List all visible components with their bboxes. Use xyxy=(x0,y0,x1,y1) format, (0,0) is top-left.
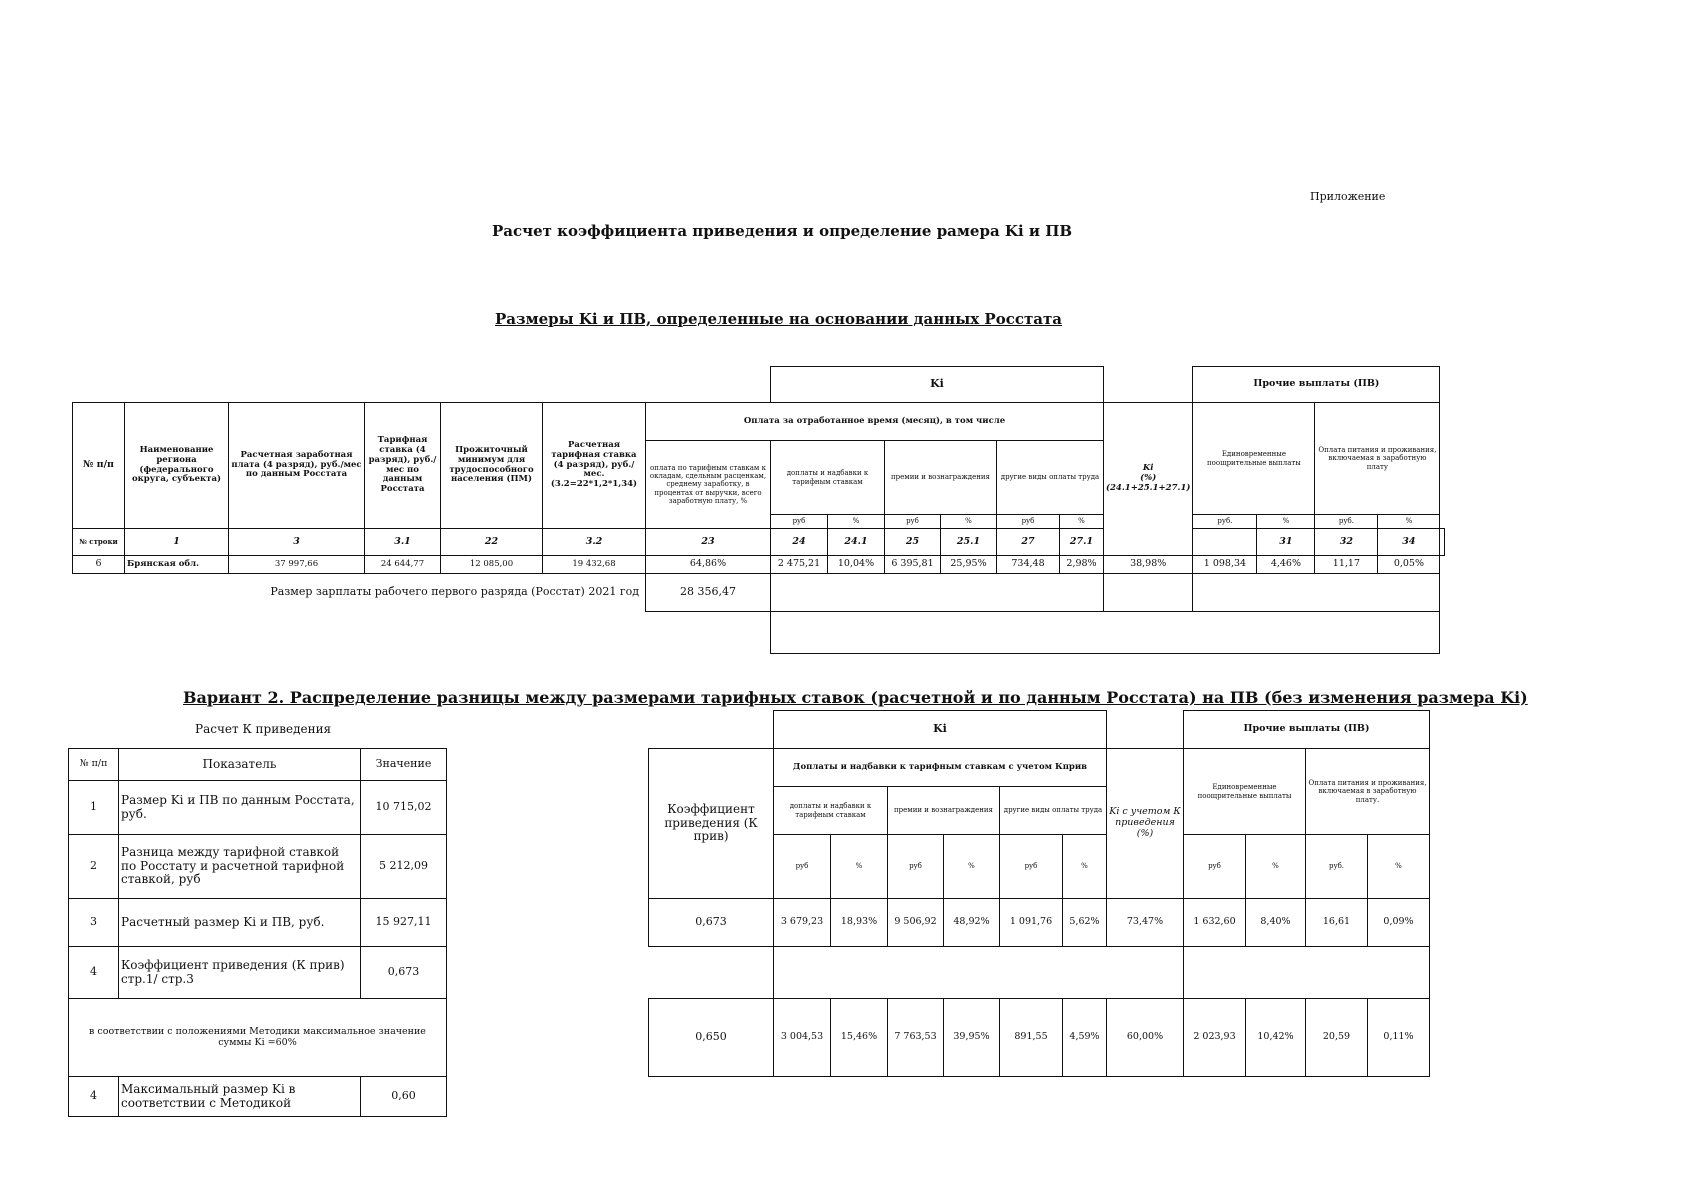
coef-calc-table xyxy=(68,748,447,1117)
unit-rub: руб xyxy=(885,515,941,529)
header-ki-main: Ki xyxy=(1142,463,1154,474)
cell-num: 1 xyxy=(69,781,119,835)
unit-rub: руб. xyxy=(1306,835,1368,899)
unit-pct: % xyxy=(1257,515,1315,529)
row-codes xyxy=(73,529,1445,556)
unit-pct: % xyxy=(1246,835,1306,899)
header-coef: Коэффициент приведения (К прив) xyxy=(649,749,774,899)
header-region: Наименование региона (федерального округа, субъекта) xyxy=(125,403,229,529)
header-salary: Расчетная заработная плата (4 разряд), руб./мес по данным Росстата xyxy=(229,403,365,529)
header-surcharges: доплаты и надбавки к тарифным ставкам xyxy=(771,441,885,515)
unit-pct: % xyxy=(941,515,997,529)
unit-pct: % xyxy=(944,835,1000,899)
cell-oth-pct: 5,62% xyxy=(1063,899,1107,947)
header-num: № п/п xyxy=(69,749,119,781)
cell-sur-pct: 18,93% xyxy=(831,899,888,947)
header-bonuses: премии и вознаграждения xyxy=(888,787,1000,835)
row-code: 23 xyxy=(646,529,771,556)
header-ki-pct: (%) xyxy=(1140,473,1157,484)
cell-food-rub: 20,59 xyxy=(1306,999,1368,1077)
cell-sur-rub: 3 679,23 xyxy=(774,899,831,947)
header-min: Прожиточный минимум для трудоспособного населения (ПМ) xyxy=(441,403,543,529)
section2-title: Вариант 2. Распределение разницы между размерами тарифных ставок (расчетной и по данным Росстата) на ПВ (без изменения размера Ki) xyxy=(183,688,1528,707)
cell-sur-pct: 10,04% xyxy=(828,556,885,574)
header-pay-tariff: оплата по тарифным ставкам к окладам, сдельным расценкам, среднему заработку, в процентах от выручки, всего заработную плату, % xyxy=(646,441,771,529)
cell-value: 0,60 xyxy=(361,1077,447,1117)
cell-ki: 60,00% xyxy=(1107,999,1184,1077)
cell-food-pct: 0,11% xyxy=(1368,999,1430,1077)
unit-pct: % xyxy=(831,835,888,899)
unit-rub: руб xyxy=(888,835,944,899)
header-onetime: Единовременные поощрительные выплаты xyxy=(1193,403,1315,515)
cell-bon-rub: 6 395,81 xyxy=(885,556,941,574)
row-code: 1 xyxy=(125,529,229,556)
row-code: 27 xyxy=(997,529,1060,556)
unit-rub: руб xyxy=(997,515,1060,529)
header-surcharges: доплаты и надбавки к тарифным ставкам xyxy=(774,787,888,835)
cell-one-pct: 10,42% xyxy=(1246,999,1306,1077)
cell-bon-rub: 9 506,92 xyxy=(888,899,944,947)
cell-ki: 38,98% xyxy=(1104,556,1193,574)
appendix-label: Приложение xyxy=(1310,190,1386,203)
cell-num: 4 xyxy=(69,1077,119,1117)
row-code: 3 xyxy=(229,529,365,556)
table-row xyxy=(69,835,447,899)
cell-sur-rub: 2 475,21 xyxy=(771,556,828,574)
unit-pct: % xyxy=(1378,515,1440,529)
unit-rub: руб xyxy=(1184,835,1246,899)
cell-one-pct: 8,40% xyxy=(1246,899,1306,947)
row-code: 3.2 xyxy=(543,529,646,556)
cell-region: Брянская обл. xyxy=(125,556,229,574)
cell-bon-pct: 25,95% xyxy=(941,556,997,574)
cell-food-pct: 0,05% xyxy=(1378,556,1440,574)
cell-min: 12 085,00 xyxy=(441,556,543,574)
header-calc-tariff: Расчетная тарифная ставка (4 разряд), руб./мес. (3.2=22*1,2*1,34) xyxy=(543,403,646,529)
cell-value: 15 927,11 xyxy=(361,899,447,947)
table-row xyxy=(69,899,447,947)
cell-name: Коэффициент приведения (К прив) стр.1/ стр.3 xyxy=(119,947,361,999)
header-other: другие виды оплаты труда xyxy=(1000,787,1107,835)
pay-group-header: Оплата за отработанное время (месяц), в том числе xyxy=(646,403,1104,441)
table-row xyxy=(649,999,1430,1077)
header-tariff: Тарифная ставка (4 разряд), руб./мес по данным Росстата xyxy=(365,403,441,529)
header-food: Оплата питания и проживания, включаемая в заработную плату. xyxy=(1306,749,1430,835)
wage-label: Размер зарплаты рабочего первого разряда (Росстат) 2021 год xyxy=(270,585,639,599)
cell-one-rub: 2 023,93 xyxy=(1184,999,1246,1077)
cell-bon-pct: 48,92% xyxy=(944,899,1000,947)
cell-oth-rub: 734,48 xyxy=(997,556,1060,574)
header-ki: Ki с учетом К приведения (%) xyxy=(1107,749,1184,899)
table-row xyxy=(649,899,1430,947)
cell-num: 3 xyxy=(69,899,119,947)
unit-pct: % xyxy=(1060,515,1104,529)
cell-bon-rub: 7 763,53 xyxy=(888,999,944,1077)
unit-rub: руб xyxy=(771,515,828,529)
unit-rub: руб xyxy=(774,835,831,899)
header-bonuses: премии и вознаграждения xyxy=(885,441,997,515)
row-code: 27.1 xyxy=(1060,529,1104,556)
cell-food-rub: 16,61 xyxy=(1306,899,1368,947)
pv-group-header: Прочие выплаты (ПВ) xyxy=(1184,711,1430,749)
cell-bon-pct: 39,95% xyxy=(944,999,1000,1077)
cell-food-pct: 0,09% xyxy=(1368,899,1430,947)
section1-title: Размеры Ki и ПВ, определенные на основании данных Росстата xyxy=(495,310,1063,328)
cell-coef: 0,673 xyxy=(649,899,774,947)
page-title: Расчет коэффициента приведения и определение рамера Ki и ПВ xyxy=(492,222,1073,240)
row-code: 34 xyxy=(1378,529,1440,556)
cell-one-rub: 1 632,60 xyxy=(1184,899,1246,947)
header-num: № п/п xyxy=(73,403,125,529)
cell-name: Разница между тарифной ставкой по Росстату и расчетной тарифной ставкой, руб xyxy=(119,835,361,899)
ki-group-header: Ki xyxy=(771,367,1104,403)
unit-rub: руб. xyxy=(1193,515,1257,529)
header-other: другие виды оплаты труда xyxy=(997,441,1104,515)
unit-pct: % xyxy=(1063,835,1107,899)
cell-name: Размер Ki и ПВ по данным Росстата, руб. xyxy=(119,781,361,835)
rosstat-table xyxy=(72,366,1445,654)
cell-name: Расчетный размер Ki и ПВ, руб. xyxy=(119,899,361,947)
cell-oth-rub: 891,55 xyxy=(1000,999,1063,1077)
ki-group-header: Ki xyxy=(774,711,1107,749)
cell-value: 5 212,09 xyxy=(361,835,447,899)
cell-num: 6 xyxy=(73,556,125,574)
unit-rub: руб. xyxy=(1315,515,1378,529)
wage-value: 28 356,47 xyxy=(646,574,771,612)
unit-rub: руб xyxy=(1000,835,1063,899)
cell-one-rub: 1 098,34 xyxy=(1193,556,1257,574)
unit-pct: % xyxy=(1368,835,1430,899)
unit-pct: % xyxy=(828,515,885,529)
row-code: 31 xyxy=(1257,529,1315,556)
variant2-table xyxy=(648,710,1430,1077)
cell-pay-pct: 64,86% xyxy=(646,556,771,574)
row-code: 25 xyxy=(885,529,941,556)
calc-caption: Расчет К приведения xyxy=(195,722,332,736)
cell-sur-pct: 15,46% xyxy=(831,999,888,1077)
header-sur-group: Доплаты и надбавки к тарифным ставкам с учетом Кприв xyxy=(774,749,1107,787)
cell-value: 10 715,02 xyxy=(361,781,447,835)
row-code: 32 xyxy=(1315,529,1378,556)
cell-value: 0,673 xyxy=(361,947,447,999)
table-row xyxy=(73,556,1445,574)
cell-coef: 0,650 xyxy=(649,999,774,1077)
table-row xyxy=(69,947,447,999)
cell-tariff: 24 644,77 xyxy=(365,556,441,574)
pv-group-header: Прочие выплаты (ПВ) xyxy=(1193,367,1440,403)
cell-num: 2 xyxy=(69,835,119,899)
header-onetime: Единовременные поощрительные выплаты xyxy=(1184,749,1306,835)
row-code: 24 xyxy=(771,529,828,556)
row-code: 3.1 xyxy=(365,529,441,556)
header-indicator: Показатель xyxy=(119,749,361,781)
cell-oth-rub: 1 091,76 xyxy=(1000,899,1063,947)
cell-one-pct: 4,46% xyxy=(1257,556,1315,574)
cell-name: Максимальный размер Ki в соответствии с Методикой xyxy=(119,1077,361,1117)
table-row xyxy=(69,781,447,835)
cell-sur-rub: 3 004,53 xyxy=(774,999,831,1077)
row-code: 22 xyxy=(441,529,543,556)
row-code: 25.1 xyxy=(941,529,997,556)
cell-oth-pct: 2,98% xyxy=(1060,556,1104,574)
cell-salary: 37 997,66 xyxy=(229,556,365,574)
header-ki xyxy=(1104,403,1193,556)
methodology-note: в соответствии с положениями Методики максимальное значение суммы Ki =60% xyxy=(69,999,447,1077)
cell-food-rub: 11,17 xyxy=(1315,556,1378,574)
cell-oth-pct: 4,59% xyxy=(1063,999,1107,1077)
table-row xyxy=(69,1077,447,1117)
header-ki-formula: (24.1+25.1+27.1) xyxy=(1106,482,1191,493)
header-value: Значение xyxy=(361,749,447,781)
row-codes-label: № строки xyxy=(73,529,125,556)
row-code: 24.1 xyxy=(828,529,885,556)
cell-calc-tariff: 19 432,68 xyxy=(543,556,646,574)
header-food: Оплата питания и проживания, включаемая в заработную плату xyxy=(1315,403,1440,515)
cell-num: 4 xyxy=(69,947,119,999)
cell-ki: 73,47% xyxy=(1107,899,1184,947)
